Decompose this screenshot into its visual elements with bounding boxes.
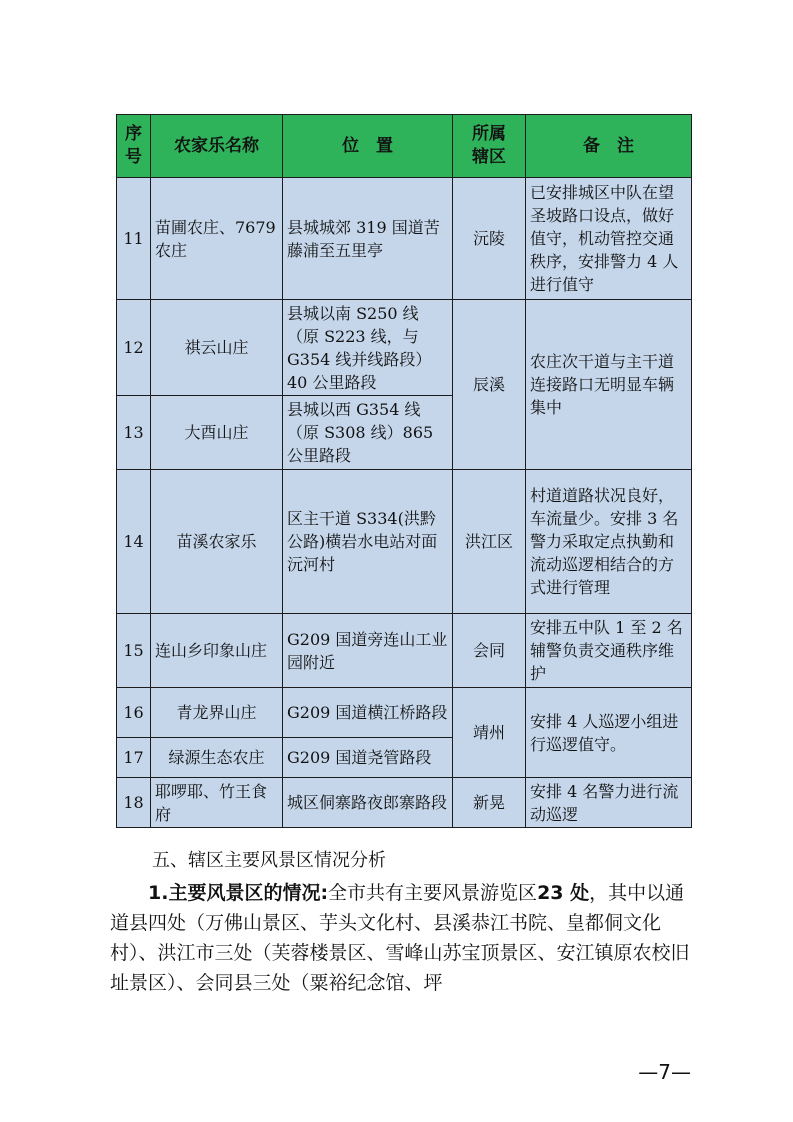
header-district: 所属辖区: [453, 115, 526, 178]
row-district: 会同: [453, 614, 526, 688]
body-paragraph: [110, 878, 695, 998]
row-no: 14: [117, 470, 151, 614]
farmstay-table: [116, 114, 692, 828]
header-name: 农家乐名称: [151, 115, 283, 178]
paragraph-count: 23 处: [537, 882, 590, 904]
row-remark: 已安排城区中队在望圣坡路口设点，做好值守，机动管控交通秩序，安排警力 4 人进行值守: [526, 178, 692, 300]
row-location: G209 国道旁连山工业园附近: [283, 614, 453, 688]
row-remark: 安排 4 名警力进行流动巡逻: [526, 778, 692, 828]
section-heading: 五、辖区主要风景区情况分析: [152, 850, 386, 871]
row-district: 新晃: [453, 778, 526, 828]
row-district: 沅陵: [453, 178, 526, 300]
row-district: 靖州: [453, 688, 526, 778]
row-location: G209 国道尧管路段: [283, 738, 453, 778]
row-name: 祺云山庄: [151, 300, 283, 396]
table-row: [117, 470, 692, 614]
row-remark: 村道道路状况良好，车流量少。安排 3 名警力采取定点执勤和流动巡逻相结合的方式进行管理: [526, 470, 692, 614]
row-name: 绿源生态农庄: [151, 738, 283, 778]
header-no: 序号: [117, 115, 151, 178]
row-remark: 安排五中队 1 至 2 名辅警负责交通秩序维护: [526, 614, 692, 688]
row-district: 辰溪: [453, 300, 526, 470]
row-location: 区主干道 S334(洪黔公路)横岩水电站对面沅河村: [283, 470, 453, 614]
row-no: 11: [117, 178, 151, 300]
row-location: 县城以南 S250 线（原 S223 线，与 G354 线并线路段）40 公里路段: [283, 300, 453, 396]
table-row: [117, 178, 692, 300]
paragraph-lead: 1.主要风景区的情况:: [148, 882, 329, 904]
table-header-row: [117, 115, 692, 178]
row-no: 12: [117, 300, 151, 396]
page-number: —7—: [638, 1060, 691, 1084]
row-no: 18: [117, 778, 151, 828]
table-row: [117, 778, 692, 828]
row-location: 县城以西 G354 线（原 S308 线）865 公里路段: [283, 396, 453, 470]
row-location: G209 国道横江桥路段: [283, 688, 453, 738]
paragraph-text-1: 全市共有主要风景游览区: [328, 882, 538, 904]
row-no: 17: [117, 738, 151, 778]
table-row: [117, 300, 692, 396]
row-name: 连山乡印象山庄: [151, 614, 283, 688]
row-name: 大酉山庄: [151, 396, 283, 470]
row-name: 青龙界山庄: [151, 688, 283, 738]
row-no: 16: [117, 688, 151, 738]
row-district: 洪江区: [453, 470, 526, 614]
row-no: 15: [117, 614, 151, 688]
row-no: 13: [117, 396, 151, 470]
row-name: 耶啰耶、竹王食府: [151, 778, 283, 828]
row-name: 苗圃农庄、7679 农庄: [151, 178, 283, 300]
row-location: 县城城郊 319 国道苦藤浦至五里亭: [283, 178, 453, 300]
paragraph-text-2: ，其中以通道县四处（万佛山景区、芋头文化村、县溪恭江书院、皇都侗文化村）、洪江市三处（芙蓉楼景区、雪峰山苏宝顶景区、安江镇原农校旧址景区）、会同县三处（粟裕纪念馆、坪: [110, 882, 690, 994]
header-remark: 备 注: [526, 115, 692, 178]
header-location: 位 置: [283, 115, 453, 178]
table-row: [117, 688, 692, 738]
row-name: 苗溪农家乐: [151, 470, 283, 614]
table-row: [117, 614, 692, 688]
row-remark: 农庄次干道与主干道连接路口无明显车辆集中: [526, 300, 692, 470]
row-location: 城区侗寨路夜郎寨路段: [283, 778, 453, 828]
row-remark: 安排 4 人巡逻小组进行巡逻值守。: [526, 688, 692, 778]
